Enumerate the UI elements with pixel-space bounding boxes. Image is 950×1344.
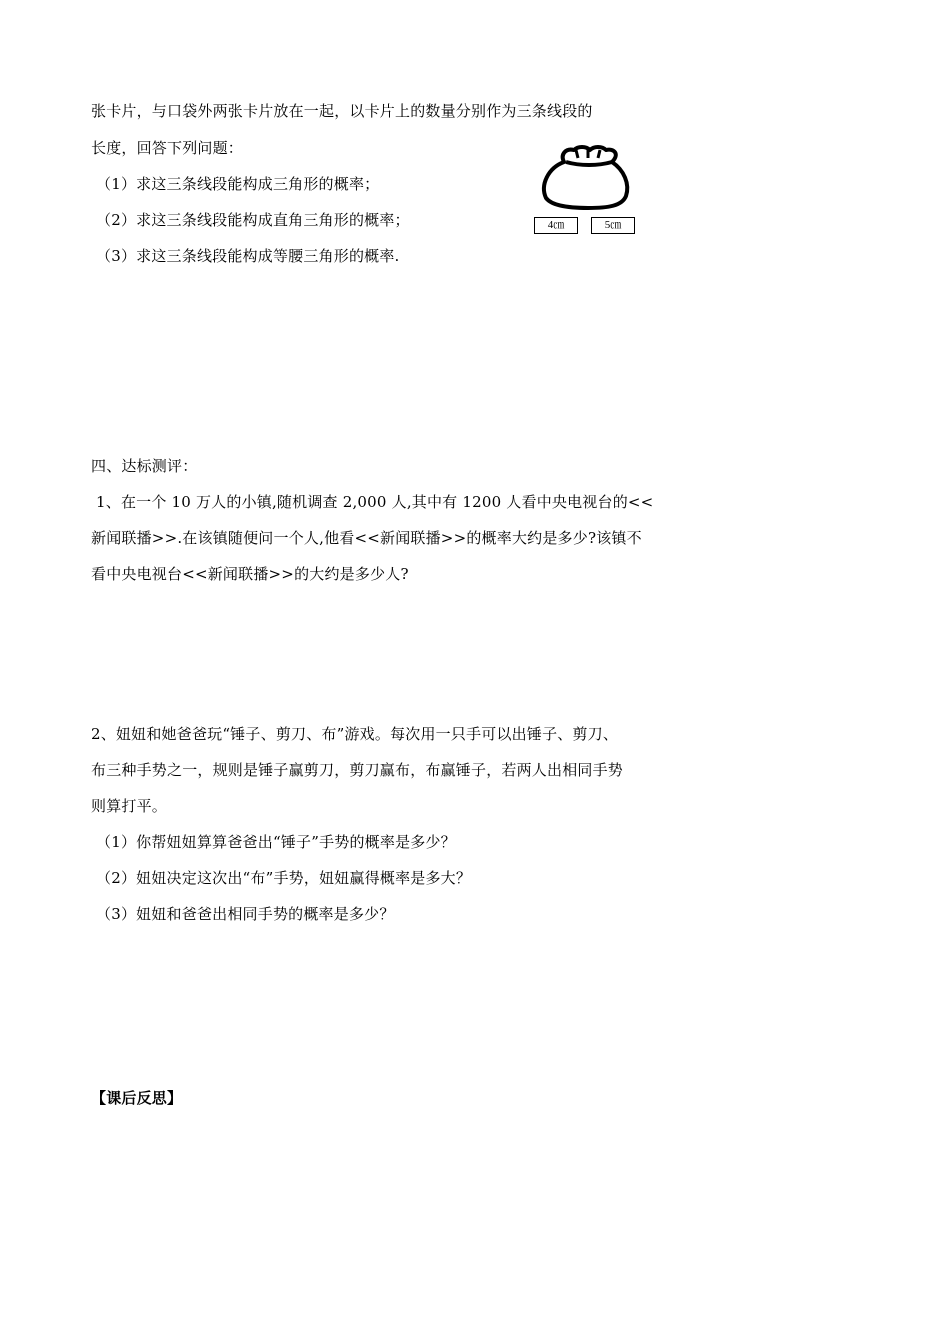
reflection-heading: 【课后反思】 (91, 1089, 183, 1107)
item1-line-2: 新闻联播>>.在该镇随便问一个人,他看<<新闻联播>>的概率大约是多少?该镇不 (91, 529, 642, 547)
problem-text-line-2: 长度，回答下列问题： (91, 139, 244, 157)
question-2: （2）求这三条线段能构成直角三角形的概率； (96, 211, 410, 229)
problem-text-line-1: 张卡片，与口袋外两张卡片放在一起，以卡片上的数量分别作为三条线段的 (91, 102, 593, 120)
item2-question-2: （2）妞妞决定这次出“布”手势，妞妞赢得概率是多大？ (96, 869, 472, 887)
item2-question-3: （3）妞妞和爸爸出相同手势的概率是多少？ (96, 905, 395, 923)
question-3: （3）求这三条线段能构成等腰三角形的概率. (96, 247, 400, 265)
item1-line-3: 看中央电视台<<新闻联播>>的大约是多少人? (91, 565, 409, 583)
item1-line-1: 1、在一个 10 万人的小镇,随机调查 2,000 人,其中有 1200 人看中央电视台的<< (96, 493, 654, 511)
card-5cm: 5㎝ (591, 217, 635, 234)
item2-line-2: 布三种手势之一，规则是锤子赢剪刀，剪刀赢布，布赢锤子，若两人出相同手势 (91, 761, 624, 779)
item2-line-3: 则算打平。 (91, 797, 168, 815)
card-4cm: 4㎝ (534, 217, 578, 234)
item2-question-1: （1）你帮妞妞算算爸爸出“锤子”手势的概率是多少？ (96, 833, 456, 851)
question-1: （1）求这三条线段能构成三角形的概率； (96, 175, 380, 193)
bag-icon (530, 140, 660, 215)
item2-line-1: 2、妞妞和她爸爸玩“锤子、剪刀、布”游戏。每次用一只手可以出锤子、剪刀、 (91, 725, 619, 743)
section-heading: 四、达标测评： (91, 457, 198, 475)
